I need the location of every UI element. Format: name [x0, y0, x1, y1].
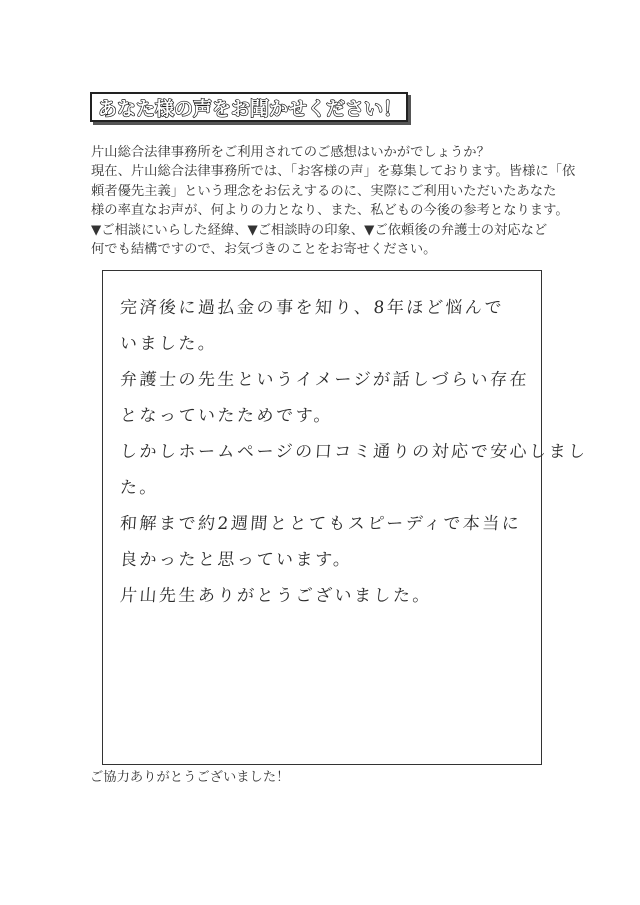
response-line: となっていたためです。 — [119, 406, 334, 426]
intro-line: ▼ご相談にいらした経緯、▼ご相談時の印象、▼ご依頼後の弁護士の対応など — [91, 222, 548, 238]
intro-line: 様の率直なお声が、何よりの力となり、また、私どもの今後の参考となります。 — [91, 203, 569, 219]
response-line: 良かったと思っています。 — [119, 550, 354, 570]
response-line: 完済後に過払金の事を知り、8年ほど悩んで — [119, 298, 505, 318]
intro-line: 現在、片山総合法律事務所では、「お客様の声」を募集しております。皆様に「依 — [91, 164, 576, 180]
page-title: あなた様の声をお聞かせください！ — [98, 97, 403, 120]
intro-paragraph — [91, 143, 576, 259]
thank-you-note: ご協力ありがとうございました！ — [90, 770, 290, 785]
response-line: しかしホームページの口コミ通りの対応で安心しまし — [119, 442, 589, 462]
response-line: 片山先生ありがとうございました。 — [119, 586, 433, 606]
intro-line: 頼者優先主義」という理念をお伝えするのに、実際にご利用いただいたあなた — [91, 183, 557, 199]
response-line: 弁護士の先生というイメージが話しづらい存在 — [119, 370, 530, 390]
response-line: 和解まで約2週間ととてもスピーディで本当に — [119, 514, 522, 534]
intro-line: 片山総合法律事務所をご利用されてのご感想はいかがでしょうか？ — [91, 145, 490, 160]
response-line: た。 — [119, 478, 160, 498]
response-line: いました。 — [119, 334, 219, 354]
heading-box — [90, 92, 408, 122]
handwritten-response — [119, 290, 589, 614]
intro-line: 何でも結構ですので、お気づきのことをお寄せください。 — [91, 242, 437, 258]
